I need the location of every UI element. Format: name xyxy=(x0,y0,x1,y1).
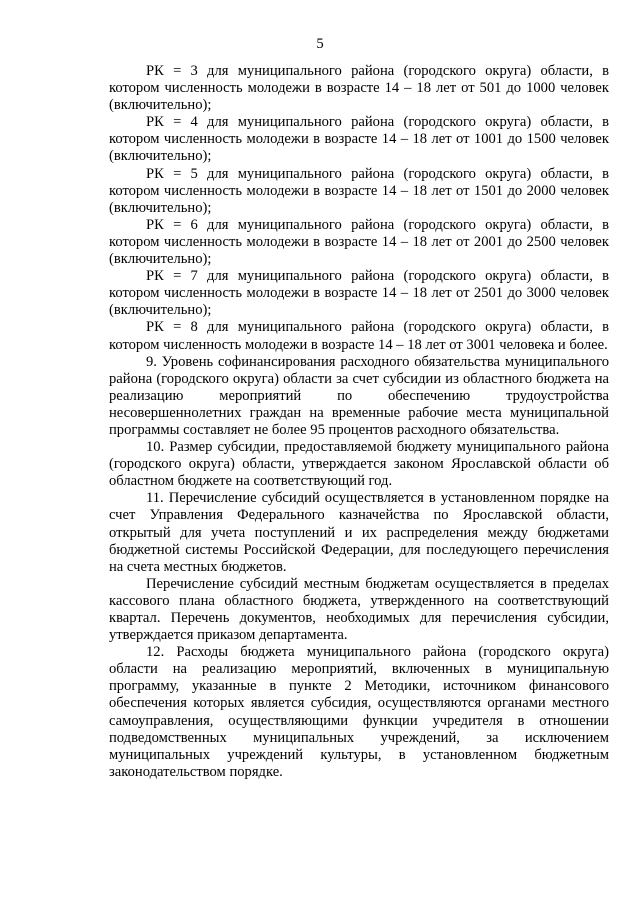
paragraph-rk-6: РК = 6 для муниципального района (городского округа) области, в котором численность молодежи в возрасте 14 – 18 лет от 2001 до 2500 человек (включительно); xyxy=(109,216,609,268)
paragraph-item-12: 12. Расходы бюджета муниципального района (городского округа) области на реализацию мероприятий, включенных в муниципальную программу, указанные в пункте 2 Методики, источником финансового обеспечения которых является субсидия, осуществляются органами местного самоуправления, осуществляющими функции учредителя в отношении подведомственных муниципальных учреждений, за исключением муниципальных учреждений культуры, в установленном бюджетным законодательством порядке. xyxy=(109,644,609,780)
document-body xyxy=(109,63,609,781)
paragraph-item-11-continued: Перечисление субсидий местным бюджетам осуществляется в пределах кассового плана областного бюджета, утвержденного на соответствующий квартал. Перечень документов, необходимых для перечисления субсидии, утверждается приказом департамента. xyxy=(109,575,609,644)
paragraph-rk-5: РК = 5 для муниципального района (городского округа) области, в котором численность молодежи в возрасте 14 – 18 лет от 1501 до 2000 человек (включительно); xyxy=(109,165,609,216)
paragraph-item-9: 9. Уровень софинансирования расходного обязательства муниципального района (городского округа) области за счет субсидии из областного бюджета на реализацию мероприятий по обеспечению трудоустройства несовершеннолетних граждан на временные рабочие места муниципальной программы составляет не более 95 процентов расходного обязательства. xyxy=(109,353,609,438)
paragraph-rk-7: РК = 7 для муниципального района (городского округа) области, в котором численность молодежи в возрасте 14 – 18 лет от 2501 до 3000 человек (включительно); xyxy=(109,268,609,319)
paragraph-item-10: 10. Размер субсидии, предоставляемой бюджету муниципального района (городского округа) области, утверждается законом Ярославской области об областном бюджете на соответствующий год. xyxy=(109,439,609,490)
paragraph-rk-3: РК = 3 для муниципального района (городского округа) области, в котором численность молодежи в возрасте 14 – 18 лет от 501 до 1000 человек (включительно); xyxy=(109,63,609,114)
paragraph-rk-4: РК = 4 для муниципального района (городского округа) области, в котором численность молодежи в возрасте 14 – 18 лет от 1001 до 1500 человек (включительно); xyxy=(109,114,609,165)
page-number: 5 xyxy=(316,36,324,52)
paragraph-rk-8: РК = 8 для муниципального района (городского округа) области, в котором численность молодежи в возрасте 14 – 18 лет от 3001 человека и более. xyxy=(109,319,609,353)
paragraph-item-11: 11. Перечисление субсидий осуществляется в установленном порядке на счет Управления Федерального казначейства по Ярославской области, открытый для учета поступлений и их распределения между бюджетами бюджетной системы Российской Федерации, для последующего перечисления на счета местных бюджетов. xyxy=(109,490,609,575)
